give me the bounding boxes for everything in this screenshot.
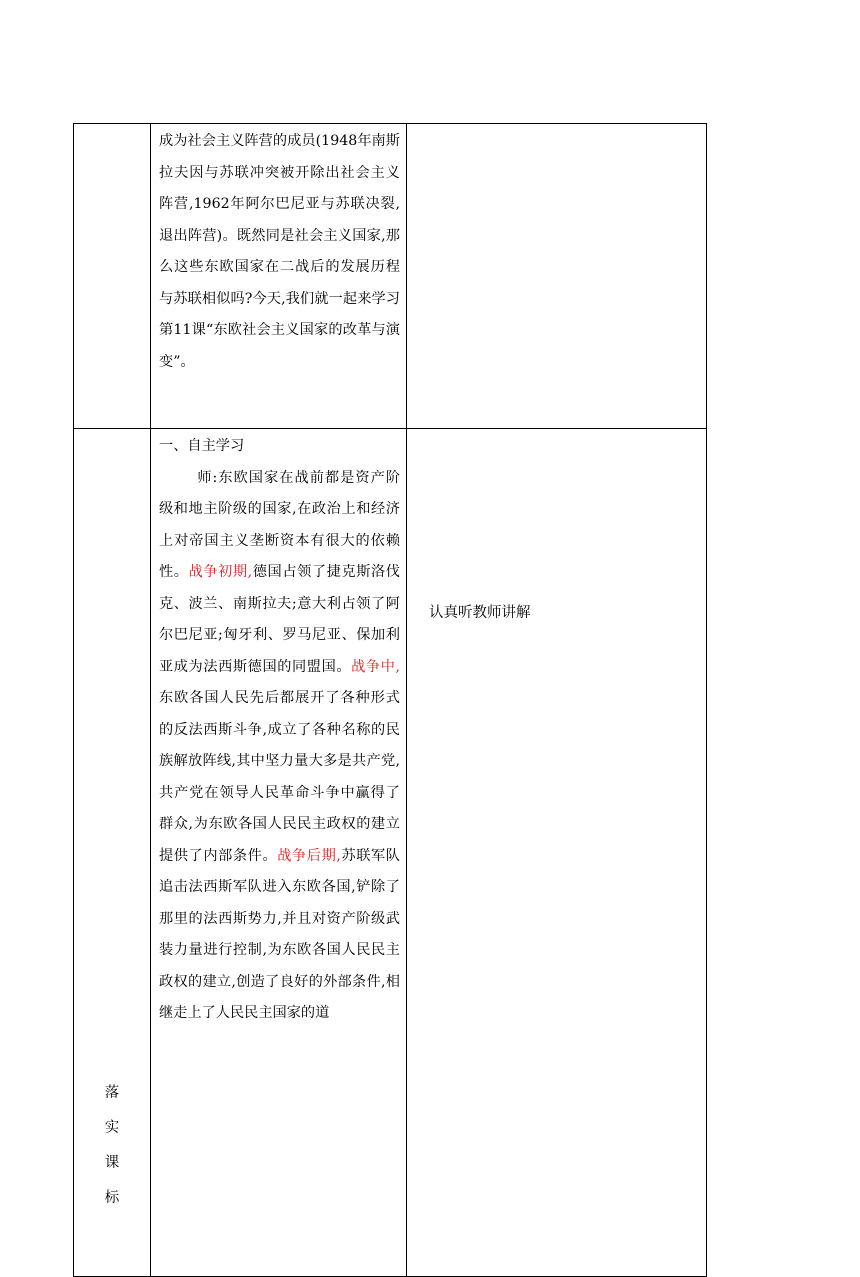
stage-label-char: 落 bbox=[104, 1085, 120, 1101]
highlight-late-war: 战争后期, bbox=[277, 847, 341, 864]
lecture-paragraph bbox=[159, 463, 400, 1030]
teacher-content-cell bbox=[151, 124, 407, 429]
section-heading: 一、自主学习 bbox=[159, 438, 245, 454]
intro-paragraph: 成为社会主义阵营的成员(1948年南斯拉夫因与苏联冲突被开除出社会主义阵营,1962年阿尔巴尼亚与苏联决裂,退出阵营)。既然同是社会主义国家,那么这些东欧国家在二战后的发展历程与苏联相似吗?今天,我们就一起来学习第11课“东欧社会主义国家的改革与演变”。 bbox=[159, 133, 400, 370]
lecture-text: 德国占领了捷克斯洛伐克、波兰、南斯拉夫;意大利占领了阿尔巴尼亚;匈牙利、罗马尼亚、保加利亚成为法西斯德国的同盟国。 bbox=[159, 564, 400, 675]
stage-label-char: 课 bbox=[104, 1155, 120, 1171]
highlight-early-war: 战争初期, bbox=[188, 564, 253, 580]
highlight-mid-war: 战争中, bbox=[351, 658, 400, 675]
lecture-text: 苏联军队追击法西斯军队进入东欧各国,铲除了那里的法西斯势力,并且对资产阶级武装力量进行控制,为东欧各国人民民主政权的建立,创造了良好的外部条件,相继走上了人民民主国家的道 bbox=[159, 847, 400, 1021]
stage-label-char: 标 bbox=[104, 1190, 120, 1206]
table-row bbox=[74, 429, 707, 1277]
teacher-content-cell bbox=[151, 429, 407, 1277]
table-row bbox=[74, 124, 707, 429]
stage-label-cell bbox=[74, 429, 151, 1277]
stage-label-cell bbox=[74, 124, 151, 429]
student-activity-cell bbox=[407, 124, 707, 429]
lecture-text: 师:东欧国家在战前都是资产阶级和地主阶级的国家,在政治上和经济上对帝国主义垄断资本有很大的依赖性。 bbox=[159, 469, 400, 580]
student-activity-text: 认真听教师讲解 bbox=[429, 605, 531, 621]
lecture-text: 东欧各国人民先后都展开了各种形式的反法西斯斗争,成立了各种名称的民族解放阵线,其中坚力量大多是共产党,共产党在领导人民革命斗争中赢得了群众,为东欧各国人民民主政权的建立提供了内部条件。 bbox=[159, 690, 400, 864]
student-activity-cell bbox=[407, 429, 707, 1277]
lesson-plan-table bbox=[73, 123, 707, 1277]
stage-label-char: 实 bbox=[104, 1120, 120, 1136]
